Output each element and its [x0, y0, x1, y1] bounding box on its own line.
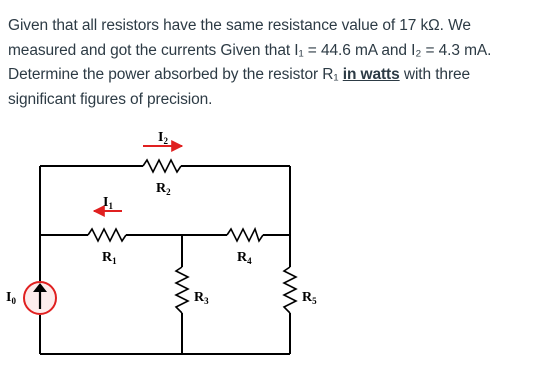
question-text: [8, 14, 528, 112]
resistor-r1-ref: R₁: [322, 66, 339, 83]
question-mid2: and: [377, 41, 412, 59]
resistance-value: 17 kΩ: [399, 17, 440, 34]
label-r4: $R_4$: [237, 250, 252, 266]
current-i2-value: I₂ = 4.3 mA: [411, 41, 488, 59]
label-r3: $R_3$: [194, 290, 209, 306]
label-i0: $I_0$: [6, 290, 16, 306]
resistor-r1-zigzag: [88, 229, 126, 241]
question-mid3: . Determine the power absorbed by the resistor: [8, 41, 492, 83]
label-i2: $I_2$: [158, 130, 168, 146]
question-suffix: with three significant figures of precision.: [8, 66, 471, 108]
resistor-r3-zigzag: [176, 267, 188, 313]
question-mid1: . We measured and got the currents Given that: [8, 17, 471, 59]
label-r2: $R_2$: [156, 181, 171, 197]
label-r1: $R_1$: [102, 250, 117, 266]
question-prefix: Given that all resistors have the same resistance value of: [8, 17, 400, 34]
question-paragraph: [8, 14, 528, 112]
current-source-i0: [24, 282, 56, 314]
label-i1: $I_1$: [103, 195, 113, 211]
resistor-r4-zigzag: [227, 229, 263, 241]
resistors: [88, 160, 296, 313]
emphasis-in-watts: in watts: [342, 66, 400, 83]
label-r5: $R_5$: [302, 290, 317, 306]
resistor-r5-zigzag: [284, 267, 296, 313]
current-i1-value: I₁ = 44.6 mA: [294, 41, 378, 59]
circuit-diagram: [0, 118, 534, 385]
resistor-r2-zigzag: [143, 160, 181, 172]
